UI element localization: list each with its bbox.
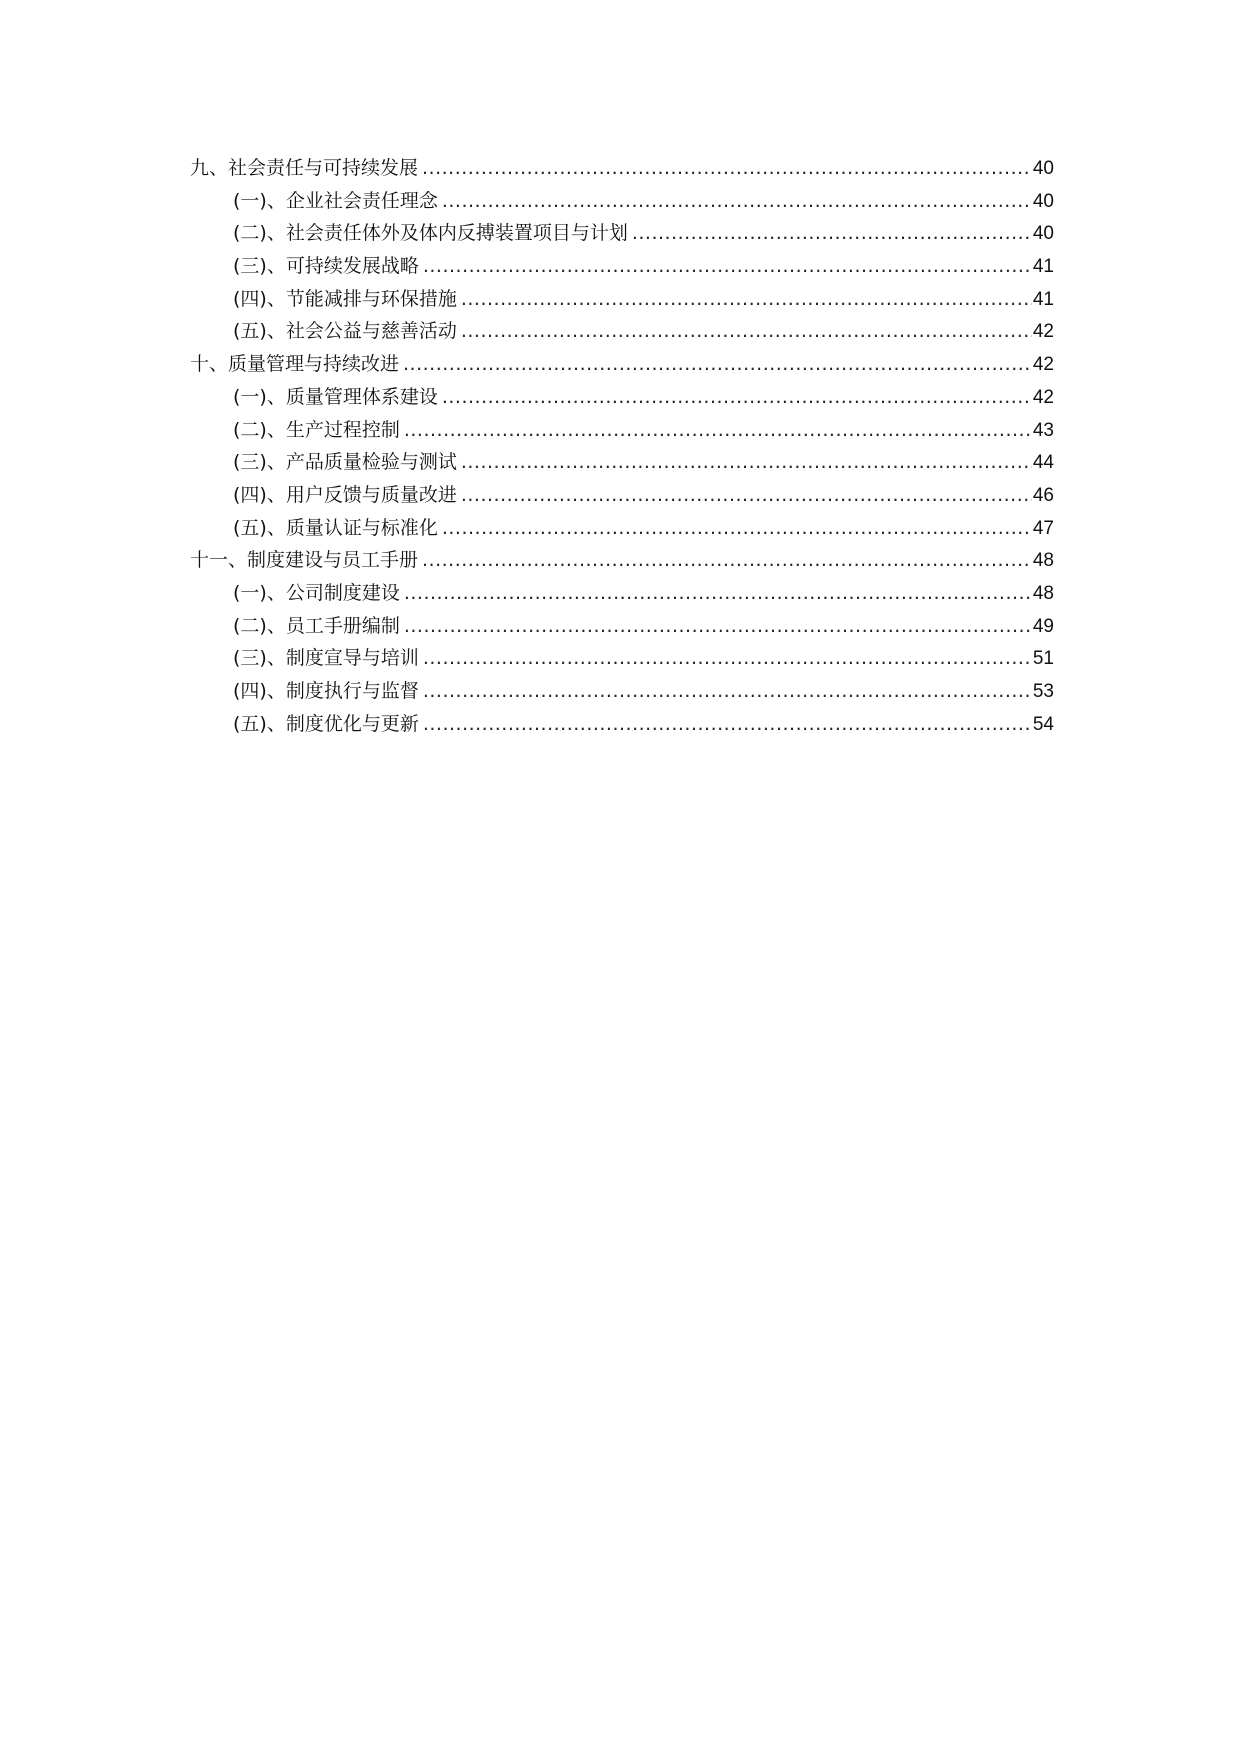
toc-entry-title: (四)、制度执行与监督: [233, 680, 419, 702]
toc-entry-title: (三)、可持续发展战略: [233, 255, 419, 278]
toc-dot-leader: [461, 315, 1032, 348]
toc-entry-title: 十一、制度建设与员工手册: [190, 549, 419, 572]
toc-page-number: 40: [1032, 158, 1054, 179]
toc-page-number: 49: [1032, 615, 1054, 637]
toc-entry-title: (三)、制度宣导与培训: [233, 647, 419, 670]
toc-page-number: 48: [1032, 582, 1054, 604]
toc-dot-leader: [404, 414, 1032, 447]
toc-dot-leader: [422, 152, 1032, 185]
toc-page-number: 46: [1032, 484, 1054, 506]
toc-entry-section[interactable]: [190, 381, 1054, 414]
toc-entry-title: (二)、社会责任体外及体内反搏装置项目与计划: [233, 222, 628, 245]
toc-entry-section[interactable]: [190, 610, 1054, 643]
toc-entry-title: (五)、社会公益与慈善活动: [233, 320, 457, 343]
toc-dot-leader: [442, 381, 1032, 414]
toc-page-number: 48: [1032, 550, 1054, 572]
toc-entry-title: (五)、质量认证与标准化: [233, 516, 438, 539]
toc-dot-leader: [403, 348, 1032, 381]
toc-dot-leader: [442, 185, 1032, 218]
toc-page-number: 53: [1032, 681, 1054, 702]
toc-dot-leader: [423, 675, 1032, 708]
toc-entry-title: (二)、员工手册编制: [233, 614, 400, 637]
toc-dot-leader: [442, 512, 1032, 545]
toc-dot-leader: [461, 283, 1032, 316]
toc-entry-section[interactable]: [190, 315, 1054, 348]
toc-dot-leader: [422, 544, 1032, 577]
toc-dot-leader: [423, 642, 1032, 675]
toc-entry-title: (四)、节能减排与环保措施: [233, 287, 457, 310]
toc-page-number: 51: [1032, 648, 1054, 670]
toc-entry-chapter-9[interactable]: [190, 152, 1054, 185]
toc-entry-title: (五)、制度优化与更新: [233, 712, 419, 735]
toc-entry-section[interactable]: [190, 675, 1054, 708]
table-of-contents: [190, 152, 1054, 740]
toc-entry-section[interactable]: [190, 642, 1054, 675]
toc-entry-section[interactable]: [190, 185, 1054, 218]
toc-entry-title: 九、社会责任与可持续发展: [190, 157, 419, 179]
toc-dot-leader: [632, 217, 1032, 250]
toc-dot-leader: [404, 577, 1032, 610]
toc-entry-chapter-10[interactable]: [190, 348, 1054, 381]
toc-entry-section[interactable]: [190, 446, 1054, 479]
toc-entry-title: 十、质量管理与持续改进: [190, 353, 400, 376]
toc-dot-leader: [404, 610, 1032, 643]
toc-page-number: 47: [1032, 517, 1054, 539]
toc-page-number: 44: [1032, 452, 1054, 474]
toc-entry-section[interactable]: [190, 479, 1054, 512]
toc-entry-title: (四)、用户反馈与质量改进: [233, 483, 457, 506]
toc-page-number: 40: [1032, 223, 1054, 245]
toc-entry-section[interactable]: [190, 250, 1054, 283]
toc-dot-leader: [423, 708, 1032, 741]
toc-entry-section[interactable]: [190, 217, 1054, 250]
toc-dot-leader: [461, 446, 1032, 479]
toc-dot-leader: [423, 250, 1032, 283]
toc-entry-section[interactable]: [190, 708, 1054, 741]
toc-entry-title: (一)、企业社会责任理念: [233, 189, 438, 212]
toc-page-number: 41: [1032, 256, 1054, 278]
toc-page-number: 42: [1032, 321, 1054, 343]
toc-page-number: 42: [1032, 386, 1054, 408]
toc-entry-section[interactable]: [190, 512, 1054, 545]
toc-entry-section[interactable]: [190, 283, 1054, 316]
toc-page-number: 41: [1032, 288, 1054, 310]
toc-entry-chapter-11[interactable]: [190, 544, 1054, 577]
toc-entry-title: (一)、公司制度建设: [233, 581, 400, 604]
toc-entry-section[interactable]: [190, 577, 1054, 610]
toc-page-number: 42: [1032, 354, 1054, 376]
toc-entry-title: (二)、生产过程控制: [233, 418, 400, 441]
toc-page-number: 40: [1032, 190, 1054, 212]
toc-page-number: 54: [1032, 713, 1054, 735]
toc-dot-leader: [461, 479, 1032, 512]
toc-entry-title: (三)、产品质量检验与测试: [233, 451, 457, 474]
toc-page-number: 43: [1032, 419, 1054, 441]
toc-entry-section[interactable]: [190, 414, 1054, 447]
toc-entry-title: (一)、质量管理体系建设: [233, 385, 438, 408]
